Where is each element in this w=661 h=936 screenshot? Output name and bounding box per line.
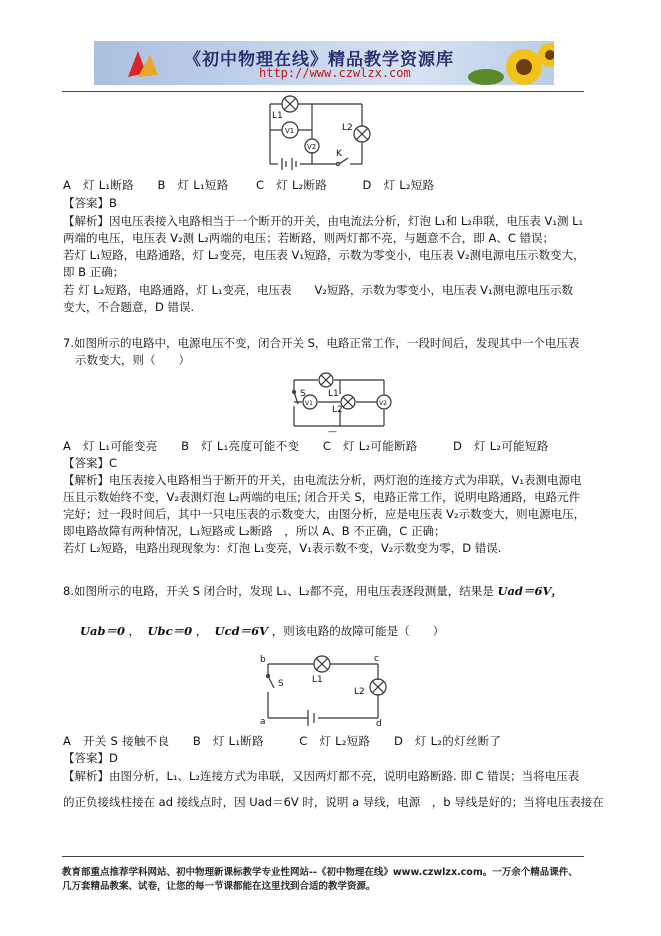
footer-line: 几万套精品教案、试卷，让您的每一节课都能在这里找到合适的教学资源。 bbox=[62, 881, 376, 892]
q8-u-cd: Ucd＝6V bbox=[214, 624, 269, 638]
q6-analysis-line: 若 灯 L₂短路，电路通路，灯 L₁变亮，电压表 V₂短路，示数为零变小，电压表 V₁测电源电压示数 bbox=[63, 283, 574, 297]
q8-stem-line-2: Uab＝0 ， Ubc＝0 ， Ucd＝6V ，则该电路的故障可能是（ ） bbox=[80, 624, 445, 638]
label-l2: L2 bbox=[342, 123, 353, 133]
banner-url: http://www.czwlzx.com bbox=[259, 66, 411, 80]
label-v2: V2 bbox=[379, 400, 387, 407]
circuit-diagram-q6 bbox=[262, 94, 380, 170]
label-c: c bbox=[374, 654, 379, 664]
label-d: d bbox=[376, 719, 382, 729]
q7-analysis-line: 【解析】电压表接入电路相当于断开的开关，由电流法分析，两灯泡的连接方式为串联，V₁表测电源电 bbox=[63, 473, 582, 487]
q7-stem-line: 7.如图所示的电路中，电源电压不变，闭合开关 S，电路正常工作，一段时间后，发现其中一个电压表 bbox=[63, 336, 580, 350]
label-s: S bbox=[300, 389, 306, 399]
label-l1: L1 bbox=[272, 111, 283, 121]
label-b: b bbox=[260, 655, 266, 665]
label-l2: L2 bbox=[332, 405, 343, 415]
q6-analysis-line: 两端的电压，电压表 V₂测 L₂两端的电压；若断路，则两灯都不亮，与题意不合，即 A、C 错误； bbox=[63, 231, 555, 245]
q6-analysis-line: 变大，不合题意，D 错误. bbox=[63, 300, 195, 314]
footer-rule bbox=[62, 856, 584, 857]
q8-stem-suffix: ，则该电路的故障可能是（ ） bbox=[271, 624, 445, 638]
label-v2: V2 bbox=[307, 143, 317, 151]
logo-icon bbox=[124, 47, 164, 81]
label-a: a bbox=[260, 717, 266, 727]
q6-analysis-line: 即 B 正确； bbox=[63, 265, 125, 279]
q7-stem-line: 示数变大，则（ ） bbox=[75, 353, 190, 367]
q7-analysis-line: 压且示数始终不变，V₂表测灯泡 L₂两端的电压; 闭合开关 S，电路正常工作，说明电路通路，电路元件 bbox=[63, 490, 581, 504]
label-k: K bbox=[336, 149, 342, 159]
q8-u-ab: Uab＝0 bbox=[80, 624, 126, 638]
q8-answer: 【答案】D bbox=[63, 751, 118, 765]
header-rule bbox=[62, 91, 584, 92]
q6-analysis-line: 【解析】因电压表接入电路相当于一个断开的开关，由电流法分析，灯泡 L₁和 L₂串联，电压表 V₁测 L₁ bbox=[63, 214, 584, 228]
q6-answer: 【答案】B bbox=[63, 196, 117, 210]
q8-stem-prefix: 8.如图所示的电路，开关 S 闭合时，发现 L₁、L₂都不亮，用电压表逐段测量，结果是 bbox=[63, 584, 494, 598]
q7-analysis-line: 完好；过一段时间后，其中一只电压表的示数变大，由图分析，应是电压表 V₂示数变大，则电源电压， bbox=[63, 507, 586, 521]
q6-analysis-line: 若灯 L₁短路，电路通路，灯 L₂变亮，电压表 V₁短路，示数为零变小，电压表 V₂测电源电压示数变大， bbox=[63, 248, 585, 262]
q7-answer: 【答案】C bbox=[63, 456, 118, 470]
q7-options: A 灯 L₁可能变亮 B 灯 L₁亮度可能不变 C 灯 L₂可能断路 D 灯 L₂可能短路 bbox=[63, 439, 549, 453]
circuit-diagram-q8 bbox=[256, 652, 392, 730]
q8-u-bc: Ubc＝0 bbox=[147, 624, 193, 638]
q7-analysis-line: 即电路故障有两种情况，L₁短路或 L₂断路 ，所以 A、B 不正确，C 正确； bbox=[63, 524, 446, 538]
label-v1: V1 bbox=[285, 127, 295, 135]
footer-line: 教育部重点推荐学科网站、初中物理新课标教学专业性网站--《初中物理在线》www.czwlzx.com。一万余个精品课件、 bbox=[62, 867, 578, 878]
q6-options: A 灯 L₁断路 B 灯 L₁短路 C 灯 L₂断路 D 灯 L₂短路 bbox=[63, 178, 435, 192]
label-l1: L1 bbox=[312, 675, 323, 685]
q8-u-ad: Uad＝6V， bbox=[497, 584, 563, 598]
q8-analysis-line: 【解析】由图分析，L₁、L₂连接方式为串联，又因两灯都不亮，说明电路断路. 即 C 错误；当将电压表 bbox=[63, 769, 580, 783]
label-l1: L1 bbox=[328, 389, 339, 399]
banner-title: 《初中物理在线》精品教学资源库 bbox=[184, 50, 454, 70]
q8-stem-line bbox=[63, 584, 563, 599]
label-v1: V1 bbox=[305, 400, 313, 407]
label-s: S bbox=[278, 679, 284, 689]
label-l2: L2 bbox=[354, 687, 365, 697]
sunflower-icon bbox=[464, 41, 554, 85]
header-banner bbox=[94, 41, 554, 85]
q8-analysis-line: 的正负接线柱接在 ad 接线点时，因 Uad＝6V 时，说明 a 导线，电源 ，b 导线是好的；当将电压表接在 bbox=[63, 795, 604, 809]
q7-analysis-line: 若灯 L₂短路，电路出现现象为：灯泡 L₁变亮，V₁表示数不变，V₂示数变为零，D 错误. bbox=[63, 541, 502, 555]
label-minus: — bbox=[328, 427, 337, 434]
circuit-diagram-q7 bbox=[288, 372, 392, 434]
q8-options: A 开关 S 接触不良 B 灯 L₁断路 C 灯 L₂短路 D 灯 L₂的灯丝断了 bbox=[63, 734, 502, 748]
